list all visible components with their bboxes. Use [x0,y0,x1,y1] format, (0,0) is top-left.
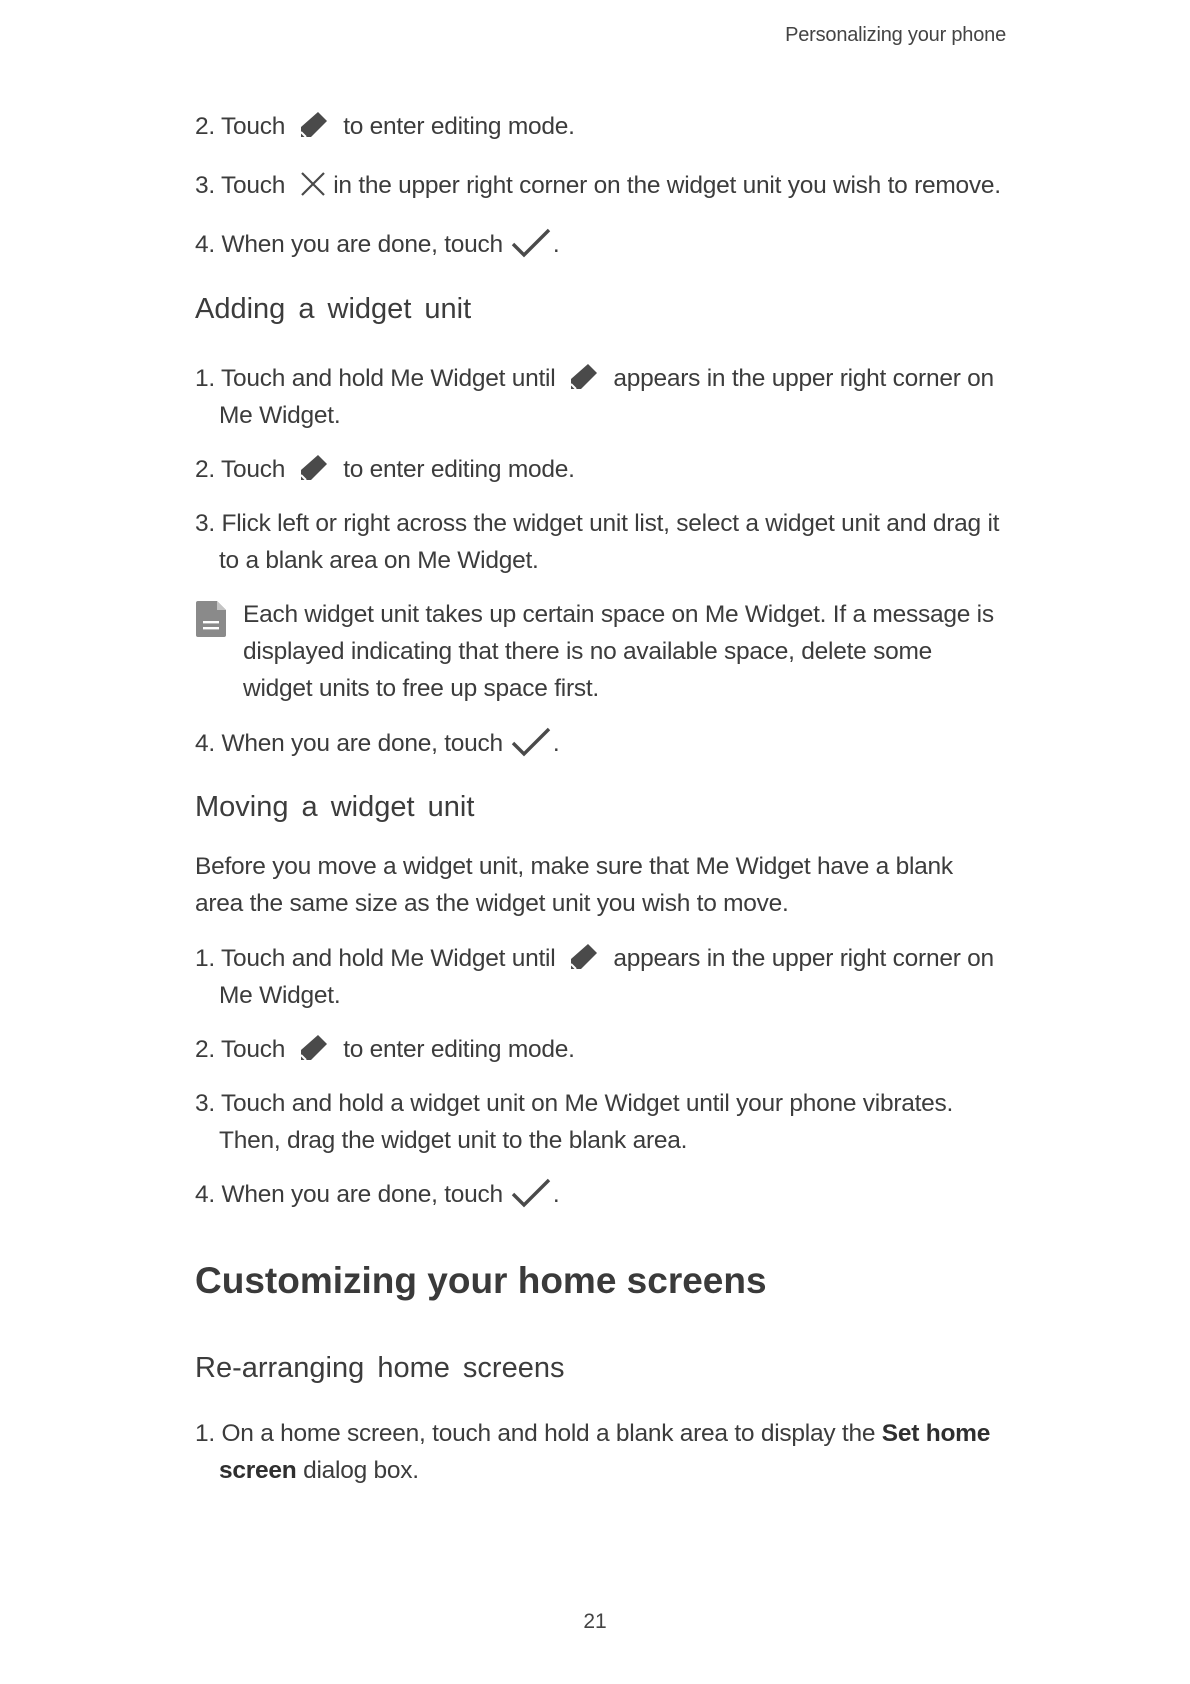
page-content [195,108,1005,1489]
step-text: When you are done, touch [221,730,503,757]
step-text: . [552,1181,560,1208]
step-number: 4. [195,730,222,757]
pencil-icon [569,362,599,392]
section-title-adding: Adding a widget unit [195,293,472,325]
step-number: 1. [195,1420,222,1447]
add-step-3 [195,505,1005,579]
note-box [195,596,1005,707]
step-number: 4. [195,1181,222,1208]
step-number: 1. [195,945,222,972]
step-text: . [552,730,560,757]
section-heading-customizing: Customizing your home screens [195,1260,767,1301]
add-step-4 [195,725,1005,762]
step-text: appears in the upper right corner on Me Widget. [219,365,994,429]
step-text: On a home screen, touch and hold a blank area to display the [221,1420,882,1447]
section-title-rearranging: Re-arranging home screens [195,1352,565,1384]
step-number: 2. [195,456,222,483]
move-step-1 [195,940,1005,1014]
add-step-1 [195,360,1005,434]
move-step-4 [195,1176,1005,1213]
checkmark-icon [511,726,551,758]
running-header: Personalizing your phone [785,24,1006,46]
move-intro: Before you move a widget unit, make sure that Me Widget have a blank area the same size as the widget unit you wish to move. [195,853,953,917]
checkmark-icon [511,227,551,259]
step-number: 1. [195,365,222,392]
note-icon [195,600,227,638]
step-text: to enter editing mode. [343,456,575,483]
add-step-2 [195,451,1005,488]
step-number: 3. [195,172,222,199]
step-text: to enter editing mode. [343,113,575,140]
remove-step-3 [195,167,1005,204]
remove-step-2 [195,108,1005,145]
step-text: Touch and hold a widget unit on Me Widget until your phone vibrates. Then, drag the widget unit to the blank area. [219,1090,954,1154]
step-text: . [552,231,560,258]
step-text: dialog box. [296,1457,419,1484]
step-text: appears in the upper right corner on Me Widget. [219,945,994,1009]
step-text: Flick left or right across the widget unit list, select a widget unit and drag it to a blank area on Me Widget. [219,510,1000,574]
pencil-icon [299,453,329,483]
section-title-moving: Moving a widget unit [195,791,475,823]
step-text: Touch [221,113,286,140]
step-text: in the upper right corner on the widget unit you wish to remove. [333,172,1001,199]
page-number: 21 [583,1610,607,1633]
move-step-2 [195,1031,1005,1068]
step-number: 4. [195,231,222,258]
step-number: 2. [195,1036,222,1063]
step-text: Touch [221,456,286,483]
dialog-name: Set home screen [219,1420,991,1484]
move-step-3 [195,1085,1005,1159]
pencil-icon [299,1033,329,1063]
checkmark-icon [511,1177,551,1209]
step-text: to enter editing mode. [343,1036,575,1063]
pencil-icon [299,110,329,140]
pencil-icon [569,942,599,972]
step-text: Touch [221,172,286,199]
step-text: Touch and hold Me Widget until [221,945,556,972]
rearrange-step-1 [195,1415,1005,1489]
step-text: Touch and hold Me Widget until [221,365,556,392]
remove-step-4 [195,226,1005,263]
step-text: Touch [221,1036,286,1063]
step-number: 2. [195,113,222,140]
step-text: When you are done, touch [221,231,503,258]
step-number: 3. [195,510,222,537]
close-icon [299,170,327,198]
step-text: When you are done, touch [221,1181,503,1208]
step-number: 3. [195,1090,222,1117]
note-text: Each widget unit takes up certain space on Me Widget. If a message is displayed indicating that there is no available space, delete some widget units to free up space first. [243,601,994,702]
